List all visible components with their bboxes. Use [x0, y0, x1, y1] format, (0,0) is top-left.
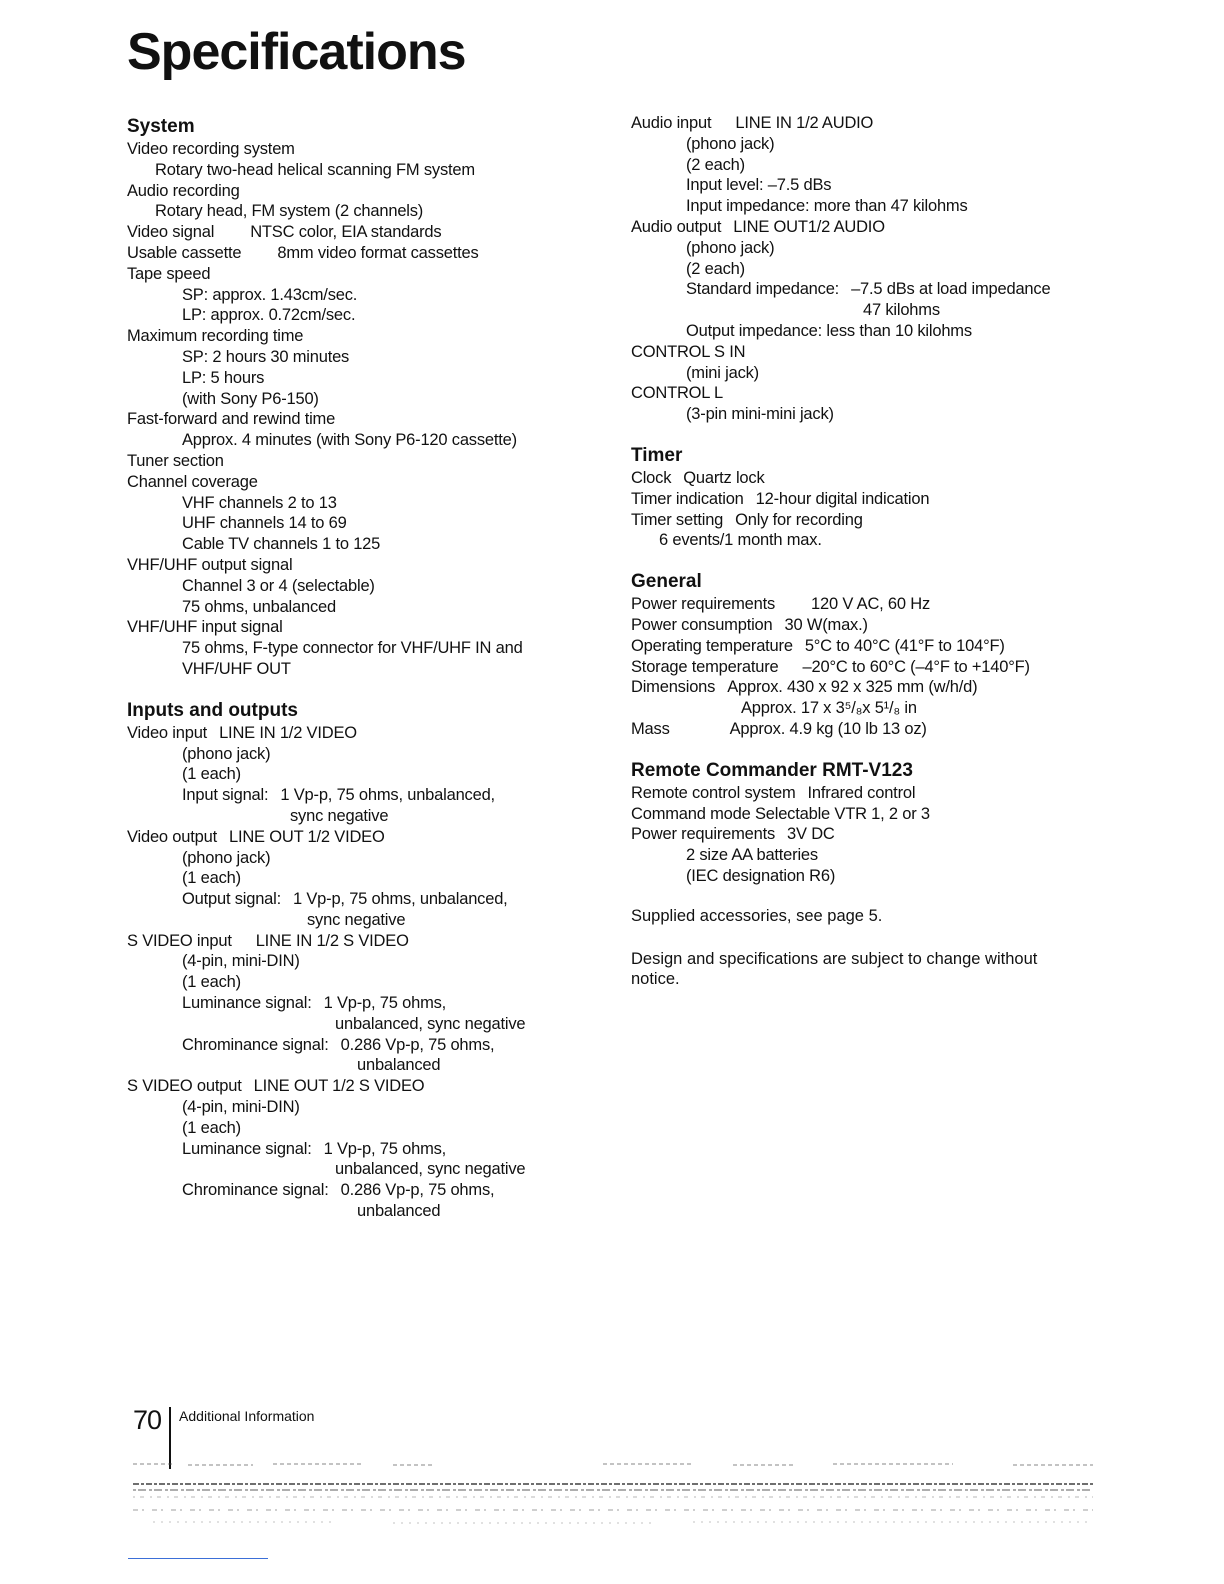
- spec-line: 2 size AA batteries: [686, 846, 818, 865]
- spec-key: S VIDEO output: [127, 1077, 242, 1096]
- spec-key: Storage temperature: [631, 657, 779, 676]
- disclaimer-line: Design and specifications are subject to change without: [631, 949, 1038, 968]
- spec-line: [631, 615, 1101, 636]
- spec-line: (IEC designation R6): [686, 866, 836, 885]
- spec-line: (phono jack): [686, 238, 775, 257]
- spec-value: 1 Vp-p, 75 ohms, unbalanced,: [280, 786, 495, 805]
- spec-line: sync negative: [307, 910, 406, 929]
- spec-line: [127, 1035, 647, 1056]
- spec-line: Approx. 4 minutes (with Sony P6-120 cassette): [182, 431, 517, 450]
- spec-line: (1 each): [182, 765, 241, 784]
- spec-key: Timer setting: [631, 510, 724, 529]
- spec-line: [127, 723, 647, 744]
- spec-value: 120 V AC, 60 Hz: [811, 595, 931, 614]
- spec-line: [631, 489, 1101, 510]
- spec-line: (1 each): [182, 1118, 241, 1137]
- spec-line: unbalanced, sync negative: [335, 1014, 526, 1033]
- spec-key: Luminance signal:: [182, 994, 312, 1013]
- spec-line: [127, 1076, 647, 1097]
- spec-value: 1 Vp-p, 75 ohms, unbalanced,: [293, 890, 508, 909]
- spec-value: Quartz lock: [683, 468, 765, 487]
- spec-value: Approx. 430 x 92 x 325 mm (w/h/d): [727, 678, 978, 697]
- spec-line: Fast-forward and rewind time: [127, 410, 336, 429]
- spec-key: Luminance signal:: [182, 1139, 312, 1158]
- spec-line: (phono jack): [182, 744, 271, 763]
- spec-key: Power consumption: [631, 615, 773, 634]
- left-column: [127, 115, 647, 1241]
- spec-line: Command mode Selectable VTR 1, 2 or 3: [631, 804, 930, 823]
- spec-line: Video recording system: [127, 140, 295, 158]
- system-heading: System: [127, 116, 195, 137]
- general-heading: General: [631, 571, 702, 593]
- spec-line: 75 ohms, F-type connector for VHF/UHF IN and: [182, 639, 523, 658]
- spec-line: VHF channels 2 to 13: [182, 493, 337, 512]
- spec-line: 75 ohms, unbalanced: [182, 597, 336, 616]
- scan-noise-artifact: [133, 1462, 1093, 1532]
- spec-line: Approx. 17 x 3⁵/₈x 5¹/₈ in: [741, 699, 917, 718]
- spec-value: 12-hour digital indication: [755, 489, 930, 508]
- spec-line: Input impedance: more than 47 kilohms: [686, 197, 968, 216]
- spec-line: Input level: –7.5 dBs: [686, 176, 832, 195]
- spec-line: unbalanced: [357, 1056, 441, 1075]
- spec-line: unbalanced: [357, 1202, 441, 1221]
- spec-line: (1 each): [182, 973, 241, 992]
- spec-key: Chrominance signal:: [182, 1035, 329, 1054]
- spec-line: [127, 931, 647, 952]
- page-number: 70: [133, 1405, 162, 1435]
- right-column: [631, 113, 1101, 1012]
- audio-section: [631, 113, 1101, 425]
- spec-line: [631, 824, 1101, 845]
- spec-line: Maximum recording time: [127, 327, 304, 346]
- spec-key: Input signal:: [182, 786, 269, 805]
- spec-line: CONTROL L: [631, 384, 724, 403]
- spec-key: Timer indication: [631, 489, 744, 508]
- spec-line: VHF/UHF OUT: [182, 659, 291, 678]
- accessories-note: Supplied accessories, see page 5.: [631, 906, 883, 925]
- disclaimer-line: notice.: [631, 970, 680, 989]
- spec-key: Chrominance signal:: [182, 1181, 329, 1200]
- spec-value: –20°C to 60°C (–4°F to +140°F): [802, 657, 1030, 676]
- spec-line: (3-pin mini-mini jack): [686, 405, 834, 424]
- spec-line: [127, 1180, 647, 1201]
- spec-value: 5°C to 40°C (41°F to 104°F): [804, 636, 1005, 655]
- spec-line: [631, 468, 1101, 489]
- spec-line: Channel 3 or 4 (selectable): [182, 576, 375, 595]
- spec-key: S VIDEO input: [127, 931, 232, 950]
- spec-value: LINE IN 1/2 VIDEO: [219, 723, 357, 742]
- general-section: [631, 570, 1101, 740]
- spec-key: Mass: [631, 719, 670, 738]
- spec-key: Audio input: [631, 114, 712, 132]
- spec-value: LINE OUT 1/2 S VIDEO: [253, 1077, 425, 1096]
- spec-line: Rotary two-head helical scanning FM system: [155, 160, 475, 179]
- spec-line: VHF/UHF output signal: [127, 555, 293, 574]
- spec-line: [631, 113, 1101, 134]
- spec-value: NTSC color, EIA standards: [250, 223, 442, 242]
- spec-line: [127, 993, 647, 1014]
- spec-value: LINE OUT 1/2 VIDEO: [228, 827, 385, 846]
- spec-line: LP: 5 hours: [182, 368, 265, 387]
- spec-value: Only for recording: [735, 510, 863, 529]
- spec-value: 30 W(max.): [784, 615, 868, 634]
- spec-line: [127, 243, 647, 264]
- spec-line: (1 each): [182, 869, 241, 888]
- spec-line: (4-pin, mini-DIN): [182, 952, 300, 971]
- spec-line: [631, 783, 1101, 804]
- remote-heading: Remote Commander RMT-V123: [631, 759, 913, 781]
- timer-heading: Timer: [631, 444, 683, 466]
- spec-value: LINE OUT1/2 AUDIO: [733, 217, 885, 236]
- remote-section: [631, 759, 1101, 887]
- spec-line: 47 kilohms: [863, 301, 940, 320]
- spec-value: 0.286 Vp-p, 75 ohms,: [340, 1181, 495, 1200]
- spec-line: [631, 510, 1101, 531]
- underline-rule: [128, 1558, 268, 1559]
- footer-divider: [169, 1407, 171, 1469]
- inputs-outputs-section: [127, 699, 647, 1222]
- spec-line: Rotary head, FM system (2 channels): [155, 202, 424, 221]
- spec-key: Video input: [127, 723, 208, 742]
- spec-value: Infrared control: [807, 783, 916, 802]
- spec-line: (phono jack): [686, 134, 775, 153]
- spec-value: 1 Vp-p, 75 ohms,: [323, 1139, 447, 1158]
- spec-line: [631, 677, 1101, 698]
- spec-line: [127, 889, 647, 910]
- spec-value: LINE IN 1/2 S VIDEO: [255, 931, 409, 950]
- spec-line: [631, 279, 1101, 300]
- footer-section-label: Additional Information: [179, 1408, 315, 1424]
- spec-line: (phono jack): [182, 848, 271, 867]
- spec-key: Power requirements: [631, 595, 776, 614]
- spec-line: [631, 636, 1101, 657]
- spec-line: [631, 217, 1101, 238]
- spec-line: CONTROL S IN: [631, 342, 746, 361]
- spec-line: sync negative: [290, 806, 389, 825]
- spec-line: LP: approx. 0.72cm/sec.: [182, 306, 356, 325]
- page-title: Specifications: [127, 23, 466, 81]
- spec-line: (4-pin, mini-DIN): [182, 1098, 300, 1117]
- timer-section: [631, 444, 1101, 551]
- spec-key: Dimensions: [631, 678, 716, 697]
- spec-value: 8mm video format cassettes: [277, 243, 479, 262]
- spec-key: Power requirements: [631, 825, 776, 844]
- spec-line: Tape speed: [127, 264, 211, 283]
- spec-line: (2 each): [686, 155, 745, 174]
- spec-value: –7.5 dBs at load impedance: [851, 280, 1051, 299]
- spec-key: Audio output: [631, 217, 722, 236]
- spec-line: unbalanced, sync negative: [335, 1160, 526, 1179]
- system-section: [127, 115, 647, 680]
- spec-line: VHF/UHF input signal: [127, 618, 283, 637]
- spec-key: Video signal: [127, 223, 215, 242]
- spec-line: [127, 1139, 647, 1160]
- spec-line: [631, 719, 1101, 740]
- spec-key: Output signal:: [182, 890, 282, 909]
- spec-key: Operating temperature: [631, 636, 793, 655]
- spec-line: [631, 657, 1101, 678]
- spec-line: [127, 827, 647, 848]
- spec-value: 3V DC: [787, 825, 835, 844]
- spec-key: Standard impedance:: [686, 280, 840, 299]
- spec-line: (with Sony P6-150): [182, 389, 319, 408]
- spec-key: Usable cassette: [127, 243, 242, 262]
- spec-key: Clock: [631, 468, 672, 487]
- spec-key: Video output: [127, 827, 217, 846]
- spec-line: UHF channels 14 to 69: [182, 514, 347, 533]
- spec-line: [127, 785, 647, 806]
- spec-line: Output impedance: less than 10 kilohms: [686, 321, 972, 340]
- spec-line: Cable TV channels 1 to 125: [182, 535, 381, 554]
- spec-line: 6 events/1 month max.: [659, 531, 822, 550]
- spec-line: Audio recording: [127, 181, 240, 200]
- spec-value: LINE IN 1/2 AUDIO: [735, 114, 874, 132]
- spec-line: (2 each): [686, 259, 745, 278]
- disclaimer-note: [631, 949, 1101, 991]
- spec-line: SP: approx. 1.43cm/sec.: [182, 285, 358, 304]
- inputs-outputs-heading: Inputs and outputs: [127, 699, 298, 721]
- spec-value: Approx. 4.9 kg (10 lb 13 oz): [729, 719, 927, 738]
- spec-line: [631, 594, 1101, 615]
- spec-line: (mini jack): [686, 363, 759, 382]
- spec-value: 0.286 Vp-p, 75 ohms,: [340, 1035, 495, 1054]
- spec-line: Tuner section: [127, 451, 224, 470]
- spec-line: [127, 222, 647, 243]
- spec-line: Channel coverage: [127, 472, 258, 491]
- spec-line: SP: 2 hours 30 minutes: [182, 347, 350, 366]
- page-footer: [133, 1403, 314, 1469]
- spec-value: 1 Vp-p, 75 ohms,: [323, 994, 447, 1013]
- spec-key: Remote control system: [631, 783, 796, 802]
